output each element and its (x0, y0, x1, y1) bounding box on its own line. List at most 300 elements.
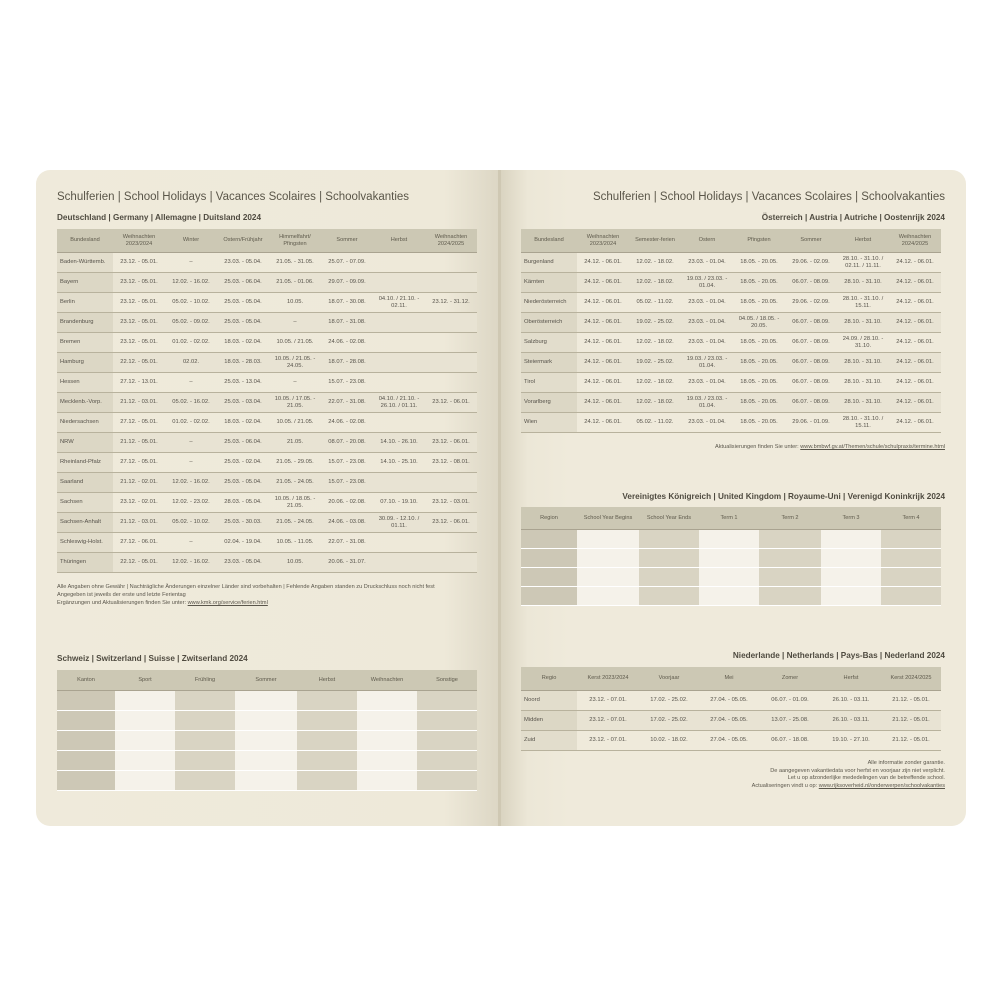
germany-table-row (57, 273, 477, 293)
uk-header-cell: Term 2 (759, 507, 821, 530)
switzerland-header-cell: Sommer (235, 670, 297, 691)
netherlands-header-cell: Regio (521, 667, 577, 691)
germany-date-cell: 12.02. - 16.02. (165, 473, 217, 493)
germany-date-cell: 12.02. - 16.02. (165, 273, 217, 293)
germany-date-cell (425, 253, 477, 273)
uk-empty-cell[interactable] (881, 530, 941, 549)
austria-region-cell: Oberösterreich (521, 313, 577, 333)
austria-header-cell: Sommer (785, 229, 837, 253)
switzerland-empty-cell[interactable] (357, 771, 417, 791)
uk-empty-cell[interactable] (821, 549, 881, 568)
germany-table-row (57, 433, 477, 453)
uk-empty-cell[interactable] (639, 549, 699, 568)
germany-date-cell: 23.12. - 05.01. (113, 333, 165, 353)
uk-empty-cell[interactable] (821, 530, 881, 549)
rijksoverheid-link[interactable]: www.rijksoverheid.nl/onderwerpen/schoolvakanties (818, 782, 945, 789)
austria-date-cell: 12.02. - 18.02. (629, 393, 681, 413)
netherlands-date-cell: 26.10. - 03.11. (821, 691, 881, 711)
germany-date-cell: 23.12. - 06.01. (425, 433, 477, 453)
austria-date-cell: 29.06. - 01.09. (785, 413, 837, 433)
austria-region-cell: Vorarlberg (521, 393, 577, 413)
germany-date-cell: 18.07. - 30.08. (321, 293, 373, 313)
austria-header-cell: Herbst (837, 229, 889, 253)
switzerland-empty-cell[interactable] (417, 691, 477, 711)
uk-empty-cell[interactable] (881, 568, 941, 587)
germany-date-cell: 30.09. - 12.10. / 01.11. (373, 513, 425, 533)
uk-empty-cell[interactable] (759, 587, 821, 606)
austria-date-cell: 24.09. / 28.10. - 31.10. (837, 333, 889, 353)
germany-region-cell: Hessen (57, 373, 113, 393)
germany-date-cell: 20.06. - 02.08. (321, 493, 373, 513)
switzerland-empty-cell[interactable] (297, 751, 357, 771)
germany-date-cell: – (165, 253, 217, 273)
germany-date-cell: 24.06. - 02.08. (321, 413, 373, 433)
switzerland-empty-cell[interactable] (175, 731, 235, 751)
switzerland-empty-row (57, 771, 477, 791)
austria-date-cell: 24.12. - 06.01. (577, 253, 629, 273)
germany-date-cell: 07.10. - 19.10. (373, 493, 425, 513)
germany-region-cell: Sachsen (57, 493, 113, 513)
germany-date-cell (373, 533, 425, 553)
germany-date-cell: 25.03. - 06.04. (217, 273, 269, 293)
netherlands-date-cell: 26.10. - 03.11. (821, 711, 881, 731)
uk-empty-cell[interactable] (521, 568, 577, 587)
germany-date-cell: 01.02. - 02.02. (165, 413, 217, 433)
germany-region-cell: NRW (57, 433, 113, 453)
switzerland-empty-cell[interactable] (57, 751, 115, 771)
austria-table-row (521, 393, 941, 413)
netherlands-date-cell: 13.07. - 25.08. (759, 711, 821, 731)
uk-empty-cell[interactable] (759, 530, 821, 549)
germany-note-1: Alle Angaben ohne Gewähr | Nachträgliche Änderungen einzelner Länder sind vorbehalten | Fehlende Angaben standen zu Druckschluss noch nicht fest (57, 584, 435, 590)
germany-date-cell: 21.12. - 02.01. (113, 473, 165, 493)
switzerland-empty-cell[interactable] (235, 731, 297, 751)
uk-empty-cell[interactable] (577, 587, 639, 606)
germany-date-cell: 18.07. - 28.08. (321, 353, 373, 373)
netherlands-date-cell: 27.04. - 05.05. (699, 691, 759, 711)
right-page-title: Schulferien | School Holidays | Vacances Scolaires | Schoolvakanties (592, 191, 945, 203)
uk-empty-cell[interactable] (521, 530, 577, 549)
austria-region-cell: Wien (521, 413, 577, 433)
switzerland-empty-cell[interactable] (417, 751, 477, 771)
austria-date-cell: 23.03. - 01.04. (681, 333, 733, 353)
germany-date-cell: 25.03. - 13.04. (217, 373, 269, 393)
germany-date-cell: 10.05. / 17.05. - 21.05. (269, 393, 321, 413)
germany-date-cell: 22.07. - 31.08. (321, 393, 373, 413)
austria-date-cell: 06.07. - 08.09. (785, 333, 837, 353)
austria-date-cell: 19.02. - 25.02. (629, 353, 681, 373)
uk-empty-cell[interactable] (699, 587, 759, 606)
austria-date-cell: 12.02. - 18.02. (629, 273, 681, 293)
germany-date-cell: 23.12. - 05.01. (113, 293, 165, 313)
germany-date-cell: 28.03. - 05.04. (217, 493, 269, 513)
switzerland-empty-cell[interactable] (357, 711, 417, 731)
austria-title: Österreich | Austria | Autriche | Oostenrijk 2024 (761, 213, 945, 222)
germany-header-cell: Weihnachten 2024/2025 (425, 229, 477, 253)
germany-date-cell: 18.03. - 28.03. (217, 353, 269, 373)
germany-date-cell: 10.05. / 21.05. (269, 333, 321, 353)
uk-empty-row (521, 568, 941, 587)
austria-date-cell: 24.12. - 06.01. (577, 273, 629, 293)
germany-header-cell: Himmelfahrt/ Pfingsten (269, 229, 321, 253)
switzerland-empty-cell[interactable] (115, 711, 175, 731)
germany-region-cell: Bremen (57, 333, 113, 353)
switzerland-empty-cell[interactable] (115, 771, 175, 791)
netherlands-date-cell: 21.12. - 05.01. (881, 731, 941, 751)
austria-date-cell: 12.02. - 18.02. (629, 373, 681, 393)
austria-date-cell: 19.02. - 25.02. (629, 313, 681, 333)
germany-date-cell: 23.12. - 06.01. (425, 513, 477, 533)
germany-date-cell: 21.05. - 24.05. (269, 473, 321, 493)
germany-table-row (57, 393, 477, 413)
uk-empty-cell[interactable] (639, 568, 699, 587)
austria-date-cell: 28.10. - 31.10. (837, 313, 889, 333)
germany-date-cell (425, 473, 477, 493)
austria-date-cell: 28.10. - 31.10. / 15.11. (837, 293, 889, 313)
austria-date-cell: 23.03. - 01.04. (681, 293, 733, 313)
austria-date-cell: 06.07. - 08.09. (785, 373, 837, 393)
austria-date-cell: 06.07. - 08.09. (785, 313, 837, 333)
netherlands-header-cell: Kerst 2024/2025 (881, 667, 941, 691)
switzerland-empty-cell[interactable] (417, 771, 477, 791)
austria-date-cell: 28.10. - 31.10. / 15.11. (837, 413, 889, 433)
germany-date-cell: 10.05. / 18.05. - 21.05. (269, 493, 321, 513)
uk-holiday-table (521, 507, 941, 606)
germany-note-2: Angegeben ist jeweils der erste und letzte Ferientag (57, 592, 186, 598)
nl-note-4 (752, 783, 945, 791)
austria-date-cell: 23.03. - 01.04. (681, 313, 733, 333)
germany-table-row (57, 353, 477, 373)
left-page-title: Schulferien | School Holidays | Vacances Scolaires | Schoolvakanties (57, 191, 410, 203)
austria-date-cell: 18.05. - 20.05. (733, 293, 785, 313)
switzerland-empty-cell[interactable] (175, 751, 235, 771)
switzerland-empty-cell[interactable] (357, 691, 417, 711)
germany-date-cell: 21.05. - 29.05. (269, 453, 321, 473)
uk-empty-cell[interactable] (699, 568, 759, 587)
austria-header-cell: Bundesland (521, 229, 577, 253)
germany-date-cell: 02.02. (165, 353, 217, 373)
austria-date-cell: 23.03. - 01.04. (681, 413, 733, 433)
switzerland-empty-cell[interactable] (115, 731, 175, 751)
switzerland-holiday-table (57, 670, 477, 791)
austria-date-cell: 24.12. - 06.01. (889, 353, 941, 373)
germany-date-cell: 18.03. - 02.04. (217, 333, 269, 353)
austria-date-cell: 24.12. - 06.01. (889, 273, 941, 293)
germany-table-row (57, 553, 477, 573)
germany-date-cell: 22.12. - 05.01. (113, 553, 165, 573)
germany-date-cell: 15.07. - 23.08. (321, 373, 373, 393)
netherlands-date-cell: 06.07. - 18.08. (759, 731, 821, 751)
uk-header-cell: School Year Begins (577, 507, 639, 530)
germany-date-cell: 24.06. - 02.08. (321, 333, 373, 353)
switzerland-empty-cell[interactable] (417, 731, 477, 751)
germany-header-cell: Weihnachten 2023/2024 (113, 229, 165, 253)
germany-date-cell: 23.03. - 05.04. (217, 253, 269, 273)
switzerland-empty-cell[interactable] (417, 711, 477, 731)
austria-date-cell: 18.05. - 20.05. (733, 353, 785, 373)
germany-region-cell: Sachsen-Anhalt (57, 513, 113, 533)
germany-date-cell (373, 273, 425, 293)
germany-region-cell: Rheinland-Pfalz (57, 453, 113, 473)
germany-date-cell: 25.03. - 06.04. (217, 433, 269, 453)
netherlands-date-cell: 19.10. - 27.10. (821, 731, 881, 751)
uk-empty-cell[interactable] (577, 568, 639, 587)
austria-date-cell: 24.12. - 06.01. (889, 373, 941, 393)
switzerland-empty-cell[interactable] (235, 771, 297, 791)
germany-date-cell (373, 413, 425, 433)
germany-date-cell (425, 553, 477, 573)
netherlands-header-cell: Voorjaar (639, 667, 699, 691)
germany-date-cell: 08.07. - 20.08. (321, 433, 373, 453)
switzerland-empty-row (57, 711, 477, 731)
germany-date-cell: 15.07. - 23.08. (321, 473, 373, 493)
germany-date-cell: 23.12. - 03.01. (425, 493, 477, 513)
germany-date-cell: 25.03. - 05.04. (217, 473, 269, 493)
germany-date-cell: 02.04. - 19.04. (217, 533, 269, 553)
germany-date-cell: 23.12. - 02.01. (113, 493, 165, 513)
austria-header-cell: Weihnachten 2023/2024 (577, 229, 629, 253)
switzerland-header-cell: Weihnachten (357, 670, 417, 691)
austria-date-cell: 28.10. - 31.10. (837, 273, 889, 293)
kmk-link[interactable]: www.kmk.org/service/ferien.html (187, 600, 268, 606)
switzerland-header-cell: Kanton (57, 670, 115, 691)
switzerland-empty-cell[interactable] (175, 711, 235, 731)
uk-empty-cell[interactable] (821, 587, 881, 606)
austria-date-cell: 24.12. - 06.01. (577, 373, 629, 393)
austria-date-cell: 24.12. - 06.01. (577, 413, 629, 433)
austria-date-cell: 24.12. - 06.01. (577, 353, 629, 373)
germany-date-cell: 27.12. - 06.01. (113, 533, 165, 553)
germany-date-cell: 25.03. - 05.04. (217, 313, 269, 333)
austria-date-cell: 28.10. - 31.10. / 02.11. / 11.11. (837, 253, 889, 273)
switzerland-empty-row (57, 751, 477, 771)
uk-header-cell: Term 4 (881, 507, 941, 530)
germany-date-cell: 14.10. - 25.10. (373, 453, 425, 473)
switzerland-empty-cell[interactable] (57, 711, 115, 731)
germany-date-cell: 05.02. - 09.02. (165, 313, 217, 333)
switzerland-empty-cell[interactable] (357, 731, 417, 751)
germany-date-cell (425, 313, 477, 333)
switzerland-empty-cell[interactable] (297, 691, 357, 711)
germany-date-cell: 12.02. - 23.02. (165, 493, 217, 513)
austria-header-cell: Ostern (681, 229, 733, 253)
uk-empty-cell[interactable] (699, 530, 759, 549)
switzerland-empty-cell[interactable] (235, 751, 297, 771)
uk-empty-cell[interactable] (577, 549, 639, 568)
germany-date-cell: 23.12. - 05.01. (113, 273, 165, 293)
austria-date-cell: 06.07. - 08.09. (785, 273, 837, 293)
germany-date-cell (373, 313, 425, 333)
austria-region-cell: Niederösterreich (521, 293, 577, 313)
austria-date-cell: 06.07. - 08.09. (785, 393, 837, 413)
germany-table-row (57, 373, 477, 393)
germany-header-cell: Sommer (321, 229, 373, 253)
germany-date-cell (425, 273, 477, 293)
switzerland-title: Schweiz | Switzerland | Suisse | Zwitserland 2024 (57, 654, 248, 663)
austria-date-cell: 18.05. - 20.05. (733, 253, 785, 273)
germany-region-cell: Baden-Württemb. (57, 253, 113, 273)
austria-region-cell: Tirol (521, 373, 577, 393)
uk-empty-cell[interactable] (521, 549, 577, 568)
netherlands-header-cell: Herfst (821, 667, 881, 691)
germany-date-cell: 23.12. - 31.12. (425, 293, 477, 313)
uk-empty-cell[interactable] (639, 587, 699, 606)
germany-date-cell: 25.07. - 07.09. (321, 253, 373, 273)
netherlands-table-row (521, 691, 941, 711)
austria-table-row (521, 273, 941, 293)
germany-date-cell: 27.12. - 05.01. (113, 453, 165, 473)
germany-region-cell: Schleswig-Holst. (57, 533, 113, 553)
germany-date-cell: 10.05. (269, 293, 321, 313)
austria-table-row (521, 333, 941, 353)
germany-table-row (57, 293, 477, 313)
book-spine (498, 170, 501, 826)
germany-date-cell: 10.05. / 21.05. (269, 413, 321, 433)
germany-table-row (57, 533, 477, 553)
austria-date-cell: 18.05. - 20.05. (733, 413, 785, 433)
austria-date-cell: 24.12. - 06.01. (889, 253, 941, 273)
germany-region-cell: Saarland (57, 473, 113, 493)
switzerland-empty-row (57, 691, 477, 711)
austria-region-cell: Steiermark (521, 353, 577, 373)
netherlands-table-row (521, 731, 941, 751)
austria-date-cell: 18.05. - 20.05. (733, 333, 785, 353)
germany-table-row (57, 513, 477, 533)
switzerland-empty-cell[interactable] (297, 711, 357, 731)
netherlands-date-cell: 21.12. - 05.01. (881, 691, 941, 711)
austria-date-cell: 12.02. - 18.02. (629, 333, 681, 353)
germany-date-cell (373, 253, 425, 273)
netherlands-header-cell: Kerst 2023/2024 (577, 667, 639, 691)
austria-region-cell: Kärnten (521, 273, 577, 293)
switzerland-empty-cell[interactable] (235, 691, 297, 711)
austria-date-cell: 12.02. - 18.02. (629, 253, 681, 273)
germany-date-cell: 21.05. (269, 433, 321, 453)
germany-title: Deutschland | Germany | Allemagne | Duitsland 2024 (57, 213, 262, 222)
germany-date-cell: 21.12. - 05.01. (113, 433, 165, 453)
germany-date-cell: 29.07. - 09.09. (321, 273, 373, 293)
switzerland-empty-cell[interactable] (57, 691, 115, 711)
netherlands-table-row (521, 711, 941, 731)
germany-table-row (57, 253, 477, 273)
germany-date-cell: 25.03. - 03.04. (217, 393, 269, 413)
austria-table-row (521, 413, 941, 433)
switzerland-empty-cell[interactable] (297, 771, 357, 791)
germany-date-cell: – (165, 533, 217, 553)
nl-note-3: Let u op afzonderlijke mededelingen van de betreffende school. (787, 775, 945, 782)
germany-date-cell: 21.05. - 24.05. (269, 513, 321, 533)
austria-date-cell: 06.07. - 08.09. (785, 353, 837, 373)
germany-date-cell: – (165, 373, 217, 393)
uk-empty-row (521, 549, 941, 568)
austria-region-cell: Salzburg (521, 333, 577, 353)
austria-date-cell: 04.05. / 18.05. - 20.05. (733, 313, 785, 333)
austria-date-cell: 18.05. - 20.05. (733, 273, 785, 293)
switzerland-empty-cell[interactable] (357, 751, 417, 771)
germany-table-row (57, 493, 477, 513)
uk-header-cell: Region (521, 507, 577, 530)
austria-date-cell: 24.12. - 06.01. (577, 313, 629, 333)
austria-header-cell: Semester-ferien (629, 229, 681, 253)
germany-date-cell: 27.12. - 05.01. (113, 413, 165, 433)
germany-date-cell (425, 533, 477, 553)
uk-empty-cell[interactable] (881, 587, 941, 606)
uk-empty-cell[interactable] (699, 549, 759, 568)
germany-date-cell (373, 333, 425, 353)
germany-date-cell (425, 353, 477, 373)
germany-date-cell: 18.03. - 02.04. (217, 413, 269, 433)
netherlands-date-cell: 17.02. - 25.02. (639, 691, 699, 711)
switzerland-empty-cell[interactable] (235, 711, 297, 731)
switzerland-empty-cell[interactable] (57, 771, 115, 791)
germany-region-cell: Hamburg (57, 353, 113, 373)
austria-table-row (521, 373, 941, 393)
germany-date-cell: 10.05. / 21.05. - 24.05. (269, 353, 321, 373)
austria-table-row (521, 313, 941, 333)
austria-date-cell: 19.03. / 23.03. - 01.04. (681, 353, 733, 373)
germany-region-cell: Mecklenb.-Vorp. (57, 393, 113, 413)
austria-note (715, 443, 945, 451)
germany-date-cell: 04.10. / 21.10. - 26.10. / 01.11. (373, 393, 425, 413)
uk-empty-cell[interactable] (759, 568, 821, 587)
germany-region-cell: Thüringen (57, 553, 113, 573)
uk-empty-cell[interactable] (521, 587, 577, 606)
switzerland-empty-cell[interactable] (297, 731, 357, 751)
austria-date-cell: 24.12. - 06.01. (889, 413, 941, 433)
germany-date-cell: 21.12. - 03.01. (113, 393, 165, 413)
uk-empty-cell[interactable] (577, 530, 639, 549)
germany-header-cell: Bundesland (57, 229, 113, 253)
switzerland-empty-cell[interactable] (175, 691, 235, 711)
bmbwf-link[interactable]: www.bmbwf.gv.at/Themen/schule/schulpraxis/termine.html (800, 444, 945, 450)
germany-date-cell (425, 413, 477, 433)
switzerland-empty-cell[interactable] (115, 691, 175, 711)
uk-header-cell: Term 1 (699, 507, 759, 530)
uk-title: Vereinigtes Königreich | United Kingdom | Royaume-Uni | Verenigd Koninkrijk 2024 (622, 492, 945, 501)
netherlands-date-cell: 17.02. - 25.02. (639, 711, 699, 731)
uk-empty-row (521, 530, 941, 549)
netherlands-date-cell: 21.12. - 05.01. (881, 711, 941, 731)
switzerland-empty-cell[interactable] (57, 731, 115, 751)
germany-date-cell (373, 353, 425, 373)
austria-date-cell: 28.10. - 31.10. (837, 373, 889, 393)
uk-empty-cell[interactable] (759, 549, 821, 568)
austria-date-cell: 29.06. - 02.09. (785, 253, 837, 273)
austria-date-cell: 23.03. - 01.04. (681, 373, 733, 393)
germany-date-cell: 23.03. - 05.04. (217, 553, 269, 573)
austria-table-row (521, 253, 941, 273)
germany-date-cell: 15.07. - 23.08. (321, 453, 373, 473)
germany-date-cell: 22.12. - 05.01. (113, 353, 165, 373)
netherlands-notes (752, 760, 945, 790)
austria-table-row (521, 293, 941, 313)
germany-notes (57, 583, 435, 607)
germany-date-cell: 23.12. - 06.01. (425, 393, 477, 413)
switzerland-empty-cell[interactable] (115, 751, 175, 771)
austria-date-cell: 24.12. - 06.01. (889, 313, 941, 333)
switzerland-empty-row (57, 731, 477, 751)
germany-date-cell: 23.12. - 05.01. (113, 253, 165, 273)
germany-date-cell (425, 333, 477, 353)
germany-date-cell: 23.12. - 08.01. (425, 453, 477, 473)
uk-empty-cell[interactable] (821, 568, 881, 587)
germany-date-cell: 12.02. - 16.02. (165, 553, 217, 573)
germany-date-cell (425, 373, 477, 393)
nl-note-4-text: Actualiseringen vindt u op: (751, 782, 819, 789)
uk-empty-cell[interactable] (639, 530, 699, 549)
switzerland-empty-cell[interactable] (175, 771, 235, 791)
uk-empty-cell[interactable] (881, 549, 941, 568)
